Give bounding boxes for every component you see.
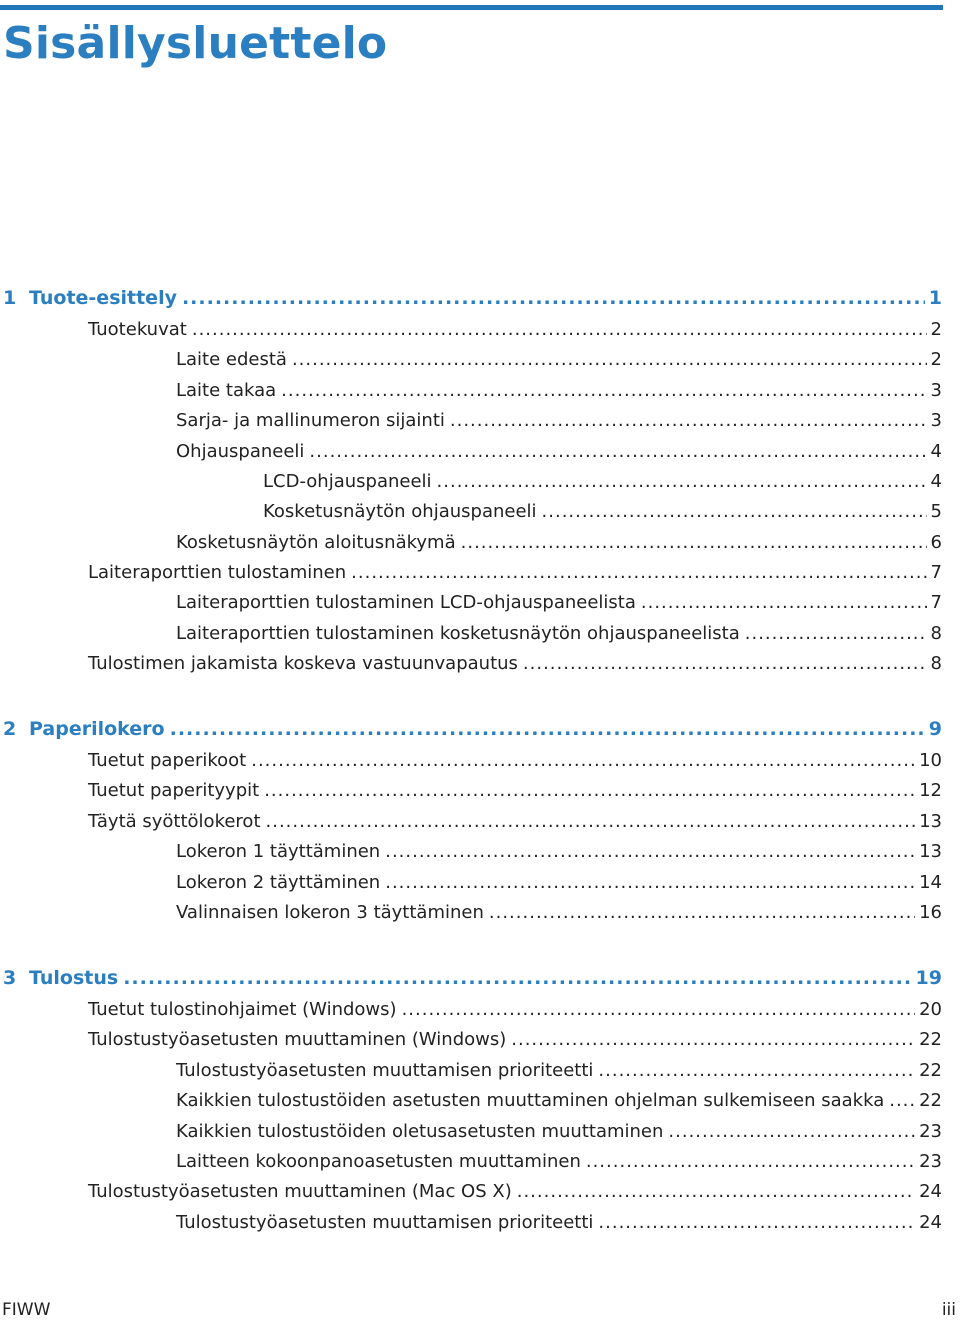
dot-leader	[517, 1180, 915, 1204]
toc-entry[interactable]	[176, 591, 942, 615]
toc-page-number: 3	[930, 380, 942, 401]
toc-entry-title	[88, 652, 518, 676]
dot-leader	[264, 779, 915, 803]
dot-leader	[123, 966, 911, 990]
toc-entry-title	[88, 1180, 512, 1204]
toc-entry[interactable]	[176, 840, 942, 864]
toc-entry[interactable]	[88, 779, 942, 803]
dot-leader	[385, 840, 915, 864]
toc-page-number: 23	[919, 1151, 942, 1172]
toc-entry-title	[176, 1211, 593, 1235]
toc-entry[interactable]	[88, 561, 942, 585]
dot-leader	[598, 1211, 915, 1235]
toc-entry-text: Kaikkien tulostustöiden asetusten muuttaminen ohjelman sulkemiseen saakka	[176, 1090, 885, 1111]
toc-entry[interactable]	[176, 409, 942, 433]
dot-leader	[351, 561, 926, 585]
toc-entry-text: Tulostimen jakamista koskeva vastuunvapautus	[88, 653, 518, 674]
toc-page-number: 7	[930, 562, 942, 583]
toc-entry-text: Tuetut paperikoot	[88, 750, 247, 771]
chapter-number: 1	[3, 287, 17, 309]
chapter-number: 2	[3, 718, 17, 740]
toc-entry-text: Tuote-esittely	[29, 287, 177, 309]
toc-page-number: 1	[928, 287, 942, 309]
chapter-number: 3	[3, 967, 17, 989]
footer-left: FIWW	[2, 1300, 51, 1320]
toc-chapter-entry[interactable]	[3, 286, 942, 310]
dot-leader	[523, 652, 927, 676]
toc-entry-text: Laiteraporttien tulostaminen kosketusnäytön ohjauspaneelista	[176, 623, 740, 644]
dot-leader	[586, 1150, 915, 1174]
toc-entry-title	[176, 1120, 663, 1144]
toc-entry-text: Laite edestä	[176, 349, 287, 370]
toc-entry-text: Tulostustyöasetusten muuttamisen prioriteetti	[176, 1060, 594, 1081]
toc-entry[interactable]	[176, 531, 942, 555]
toc-entry-text: Kosketusnäytön ohjauspaneeli	[263, 501, 537, 522]
toc-entry-text: Tuotekuvat	[88, 319, 187, 340]
dot-leader	[450, 409, 927, 433]
toc-entry[interactable]	[176, 871, 942, 895]
toc-page-number: 7	[930, 592, 942, 613]
toc-page-number: 20	[919, 999, 942, 1020]
toc-page-number: 22	[919, 1029, 942, 1050]
dot-leader	[182, 286, 925, 310]
toc-entry-title	[3, 966, 118, 990]
toc-entry[interactable]	[176, 440, 942, 464]
footer-page-number: iii	[941, 1300, 956, 1320]
dot-leader	[292, 348, 927, 372]
toc-entry-text: Tuetut tulostinohjaimet (Windows)	[88, 999, 397, 1020]
toc-page-number: 4	[930, 441, 942, 462]
toc-entry-title	[176, 901, 484, 925]
toc-entry[interactable]	[176, 348, 942, 372]
toc-page-number: 13	[919, 841, 942, 862]
toc-entry-text: Ohjauspaneeli	[176, 441, 305, 462]
toc-entry-title	[176, 1150, 581, 1174]
toc-entry[interactable]	[88, 810, 942, 834]
toc-entry[interactable]	[176, 379, 942, 403]
toc-chapter-entry[interactable]	[3, 966, 942, 990]
toc-entry-title	[88, 561, 346, 585]
dot-leader	[309, 440, 926, 464]
toc-entry[interactable]	[263, 470, 942, 494]
toc-entry[interactable]	[88, 998, 942, 1022]
toc-page-number: 2	[930, 319, 942, 340]
toc-entry-title	[176, 840, 380, 864]
toc-entry-title	[176, 622, 740, 646]
toc-entry-title	[176, 531, 456, 555]
toc-entry-text: Lokeron 2 täyttäminen	[176, 872, 381, 893]
toc-page-number: 14	[919, 872, 942, 893]
toc-entry-title	[3, 286, 177, 310]
dot-leader	[641, 591, 927, 615]
toc-entry-text: Paperilokero	[29, 718, 165, 740]
toc-entry-text: Valinnaisen lokeron 3 täyttäminen	[176, 902, 484, 923]
toc-page-number: 8	[930, 623, 942, 644]
toc-entry-title	[176, 591, 636, 615]
toc-entry-text: Laite takaa	[176, 380, 277, 401]
toc-entry-title	[88, 318, 187, 342]
toc-page-number: 13	[919, 811, 942, 832]
toc-entry[interactable]	[88, 749, 942, 773]
dot-leader	[598, 1059, 915, 1083]
dot-leader	[385, 871, 915, 895]
toc-page-number: 24	[919, 1181, 942, 1202]
toc-entry-title	[176, 348, 287, 372]
toc-entry-text: Laiteraporttien tulostaminen	[88, 562, 347, 583]
dot-leader	[889, 1089, 915, 1113]
dot-leader	[542, 500, 927, 524]
toc-entry-title	[176, 379, 276, 403]
toc-page-number: 10	[919, 750, 942, 771]
toc-page-number: 3	[930, 410, 942, 431]
dot-leader	[251, 749, 915, 773]
toc-entry-title	[3, 717, 165, 741]
toc-chapter-entry[interactable]	[3, 717, 942, 741]
toc-entry[interactable]	[176, 1120, 942, 1144]
dot-leader	[281, 379, 926, 403]
toc-entry-text: Tulostustyöasetusten muuttaminen (Windows)	[88, 1029, 507, 1050]
toc-page-number: 4	[930, 471, 942, 492]
toc-entry[interactable]	[176, 1089, 942, 1113]
toc-entry-title	[176, 1059, 593, 1083]
page-title: Sisällysluettelo	[3, 18, 388, 69]
toc-entry[interactable]	[176, 901, 942, 925]
toc-page-number: 22	[919, 1090, 942, 1111]
toc-page-number: 8	[930, 653, 942, 674]
toc-entry[interactable]	[263, 500, 942, 524]
toc-entry-title	[88, 749, 246, 773]
toc-entry[interactable]	[176, 1150, 942, 1174]
toc-page-number: 16	[919, 902, 942, 923]
toc-entry-text: Laiteraporttien tulostaminen LCD-ohjauspaneelista	[176, 592, 636, 613]
toc-page-number: 2	[930, 349, 942, 370]
toc-page-number: 12	[919, 780, 942, 801]
dot-leader	[745, 622, 927, 646]
dot-leader	[402, 998, 916, 1022]
toc-entry[interactable]	[88, 1028, 942, 1052]
toc-entry-text: LCD-ohjauspaneeli	[263, 471, 432, 492]
toc-entry[interactable]	[176, 1211, 942, 1235]
toc-entry-text: Sarja- ja mallinumeron sijainti	[176, 410, 445, 431]
dot-leader	[437, 470, 927, 494]
toc-entry-title	[88, 810, 261, 834]
toc-entry-text: Täytä syöttölokerot	[88, 811, 261, 832]
toc-page-number: 24	[919, 1212, 942, 1233]
toc-entry-text: Tuetut paperityypit	[88, 780, 260, 801]
toc-entry-title	[88, 1028, 506, 1052]
dot-leader	[192, 318, 927, 342]
toc-entry-title	[176, 1089, 884, 1113]
toc-page-number: 23	[919, 1121, 942, 1142]
toc-entry-text: Kaikkien tulostustöiden oletusasetusten muuttaminen	[176, 1121, 664, 1142]
toc-entry[interactable]	[88, 1180, 942, 1204]
toc-entry-title	[176, 409, 445, 433]
toc-entry-title	[176, 871, 380, 895]
dot-leader	[511, 1028, 915, 1052]
toc-page-number: 5	[930, 501, 942, 522]
toc-entry[interactable]	[88, 652, 942, 676]
toc-page-number: 22	[919, 1060, 942, 1081]
dot-leader	[668, 1120, 915, 1144]
toc-page-number: 19	[915, 967, 942, 989]
toc-page-number: 6	[930, 532, 942, 553]
toc-entry[interactable]	[88, 318, 942, 342]
toc-entry-title	[88, 998, 397, 1022]
toc-entry-title	[88, 779, 259, 803]
dot-leader	[489, 901, 915, 925]
toc-entry-text: Tulostus	[29, 967, 119, 989]
toc-entry-text: Kosketusnäytön aloitusnäkymä	[176, 532, 456, 553]
dot-leader	[266, 810, 916, 834]
toc-entry-title	[176, 440, 304, 464]
toc-entry[interactable]	[176, 1059, 942, 1083]
toc-entry[interactable]	[176, 622, 942, 646]
dot-leader	[461, 531, 927, 555]
toc-entry-title	[263, 500, 537, 524]
toc-entry-text: Lokeron 1 täyttäminen	[176, 841, 381, 862]
toc-entry-text: Laitteen kokoonpanoasetusten muuttaminen	[176, 1151, 581, 1172]
toc-entry-title	[263, 470, 432, 494]
toc-page-number: 9	[928, 718, 942, 740]
toc-entry-text: Tulostustyöasetusten muuttamisen prioriteetti	[176, 1212, 594, 1233]
dot-leader	[170, 717, 925, 741]
toc-entry-text: Tulostustyöasetusten muuttaminen (Mac OS X)	[88, 1181, 512, 1202]
